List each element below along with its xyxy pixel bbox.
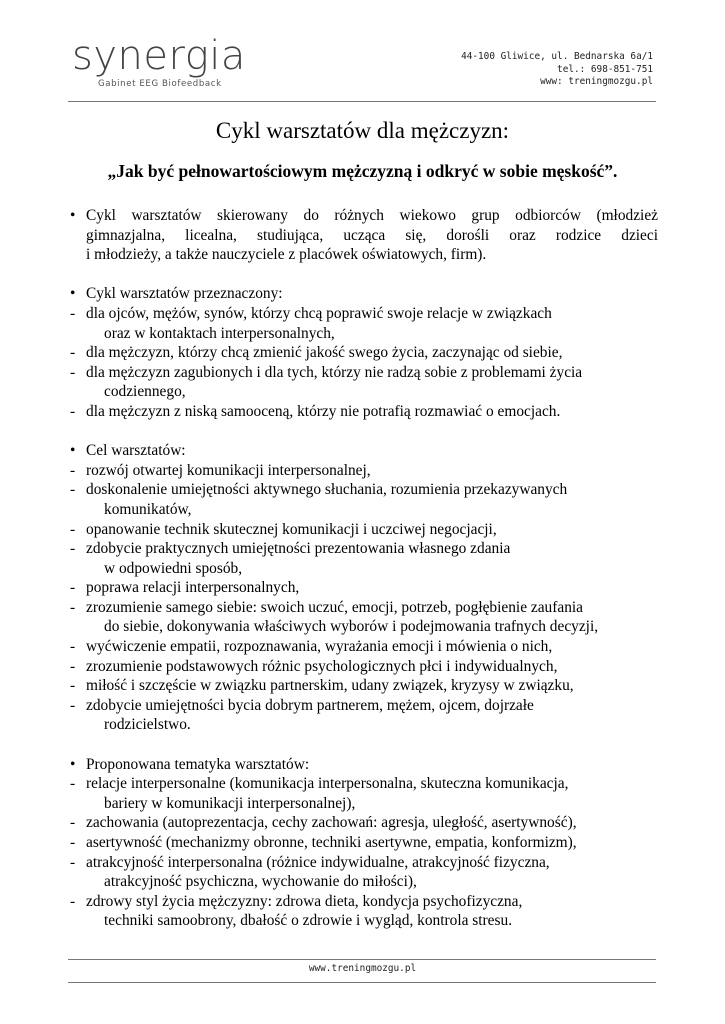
list-item-line: zrozumienie samego siebie: swoich uczuć, emocji, potrzeb, pogłębienie zaufania: [86, 598, 584, 616]
list-item-line: zdobycie umiejętności bycia dobrym partnerem, mężem, ojcem, dojrzałe: [86, 696, 534, 714]
list-item: [68, 833, 658, 853]
logo-wordmark: synergia: [72, 33, 246, 79]
list-item: [68, 363, 658, 402]
list-item: [68, 676, 658, 696]
dash-marker: -: [70, 304, 76, 322]
list-item-line: bariery w komunikacji interpersonalnej),: [104, 794, 356, 812]
list-item: [68, 480, 658, 519]
logo-subtitle: Gabinet EEG Biofeedback: [98, 79, 222, 89]
dash-marker: -: [70, 892, 76, 910]
list-item: [68, 343, 658, 363]
phone: tel.: 698-851-751: [557, 63, 653, 75]
list-item-line: techniki samoobrony, dbałość o zdrowie i wygląd, kontrola stresu.: [104, 912, 513, 930]
section-heading: [68, 755, 658, 775]
dash-marker: -: [70, 344, 76, 362]
list-item: [68, 461, 658, 481]
list-item: [68, 657, 658, 677]
list-item-line: komunikatów,: [104, 500, 192, 518]
list-item-line: relacje interpersonalne (komunikacja interpersonalna, skuteczna komunikacja,: [86, 775, 569, 793]
section-target-groups: [68, 284, 658, 421]
list-item-line: doskonalenie umiejętności aktywnego słuchania, rozumienia przekazywanych: [86, 481, 568, 499]
list-item: [68, 539, 658, 578]
dash-marker: -: [70, 834, 76, 851]
dash-marker: -: [70, 853, 76, 871]
list-item-line: rodzicielstwo.: [104, 716, 191, 734]
footer-website: www.treningmozgu.pl: [308, 963, 417, 974]
heading-text: Proponowana tematyka warsztatów:: [86, 755, 310, 773]
bullet-icon: •: [70, 755, 76, 773]
list-item-line: w odpowiedni sposób,: [104, 559, 243, 577]
paragraph-line: gimnazjalna, licealna, studiująca, ucząca się, dorośli oraz rodzice dzieci: [86, 226, 658, 244]
dash-marker: -: [70, 598, 76, 616]
list-item-line: zrozumienie podstawowych różnic psychologicznych płci i indywidualnych,: [86, 657, 558, 675]
section-goals: [68, 441, 658, 735]
website: www: treningmozgu.pl: [540, 76, 653, 87]
address: 44-100 Gliwice, ul. Bednarska 6a/1: [461, 51, 653, 62]
list-item-line: dla mężczyzn zagubionych i dla tych, którzy nie radzą sobie z problemami życia: [86, 363, 583, 381]
bullet-paragraph: [68, 206, 658, 265]
footer-bottom-divider: [68, 982, 656, 983]
dash-marker: -: [70, 677, 76, 695]
list-item: [68, 578, 658, 598]
list-item-line: poprawa relacji interpersonalnych,: [86, 579, 300, 597]
heading-text: Cykl warsztatów przeznaczony:: [86, 285, 283, 303]
section-heading: [68, 284, 658, 304]
list-item: [68, 774, 658, 813]
document-title: Cykl warsztatów dla mężczyzn:: [215, 118, 510, 143]
bullet-icon: •: [70, 442, 76, 460]
list-item-line: dla ojców, mężów, synów, którzy chcą poprawić swoje relacje w związkach: [86, 304, 552, 322]
list-item-line: oraz w kontaktach interpersonalnych,: [104, 324, 335, 342]
list-item-line: asertywność (mechanizmy obronne, techniki asertywne, empatia, konformizm),: [86, 834, 577, 851]
list-item: [68, 637, 658, 657]
dash-marker: -: [70, 696, 76, 714]
bullet-icon: •: [70, 207, 76, 224]
list-item-line: miłość i szczęście w związku partnerskim, udany związek, kryzysy w związku,: [86, 677, 574, 695]
list-item: [68, 813, 658, 833]
dash-marker: -: [70, 657, 76, 675]
dash-marker: -: [70, 402, 76, 420]
dash-marker: -: [70, 520, 76, 538]
list-item-line: rozwój otwartej komunikacji interpersonalnej,: [86, 461, 371, 479]
list-item: [68, 402, 658, 422]
dash-marker: -: [70, 363, 76, 381]
list-item: [68, 892, 658, 931]
bullet-icon: •: [70, 285, 76, 303]
list-item-line: wyćwiczenie empatii, rozpoznawania, wyrażania emocji i mówienia o nich,: [86, 638, 553, 656]
dash-marker: -: [70, 540, 76, 558]
paragraph-line: Cykl warsztatów skierowany do różnych wiekowo grup odbiorców (młodzież: [86, 207, 658, 224]
list-item: [68, 696, 658, 735]
heading-text: Cel warsztatów:: [86, 442, 186, 460]
footer-divider: [68, 959, 656, 960]
list-item-line: do siebie, dokonywania właściwych wyborów i podejmowania trafnych decyzji,: [104, 618, 599, 636]
list-item: [68, 598, 658, 637]
list-item-line: codziennego,: [104, 383, 186, 401]
dash-marker: -: [70, 481, 76, 499]
list-item-line: dla mężczyzn z niską samooceną, którzy nie potrafią rozmawiać o emocjach.: [86, 402, 561, 420]
dash-marker: -: [70, 775, 76, 793]
list-item-line: dla mężczyzn, którzy chcą zmienić jakość swego życia, zaczynając od siebie,: [86, 344, 563, 362]
list-item-line: atrakcyjność psychiczna, wychowanie do miłości),: [104, 873, 417, 891]
list-item-line: opanowanie technik skutecznej komunikacji i uczciwej negocjacji,: [86, 520, 497, 538]
dash-marker: -: [70, 814, 76, 832]
list-item-line: atrakcyjność interpersonalna (różnice indywidualne, atrakcyjność fizyczna,: [86, 853, 550, 871]
dash-marker: -: [70, 579, 76, 597]
synergia-logo: [72, 33, 272, 96]
list-item-line: zdobycie praktycznych umiejętności prezentowania własnego zdania: [86, 540, 511, 558]
document-body: [68, 206, 658, 951]
list-item: [68, 853, 658, 892]
dash-marker: -: [70, 461, 76, 479]
document-subtitle: „Jak być pełnowartościowym mężczyzną i odkryć w sobie męskość”.: [107, 161, 618, 181]
header-divider: [68, 101, 656, 102]
list-item-line: zdrowy styl życia mężczyzny: zdrowa dieta, kondycja psychofizyczna,: [86, 892, 523, 910]
list-item: [68, 520, 658, 540]
section-topics: [68, 755, 658, 931]
dash-marker: -: [70, 638, 76, 656]
list-item: [68, 304, 658, 343]
list-item-line: zachowania (autoprezentacja, cechy zachowań: agresja, uległość, asertywność),: [86, 814, 577, 832]
section-heading: [68, 441, 658, 461]
section-audience-overview: [68, 206, 658, 265]
contact-block: [461, 51, 653, 89]
paragraph-line: i młodzieży, a także nauczyciele z placówek oświatowych, firm).: [86, 246, 487, 264]
